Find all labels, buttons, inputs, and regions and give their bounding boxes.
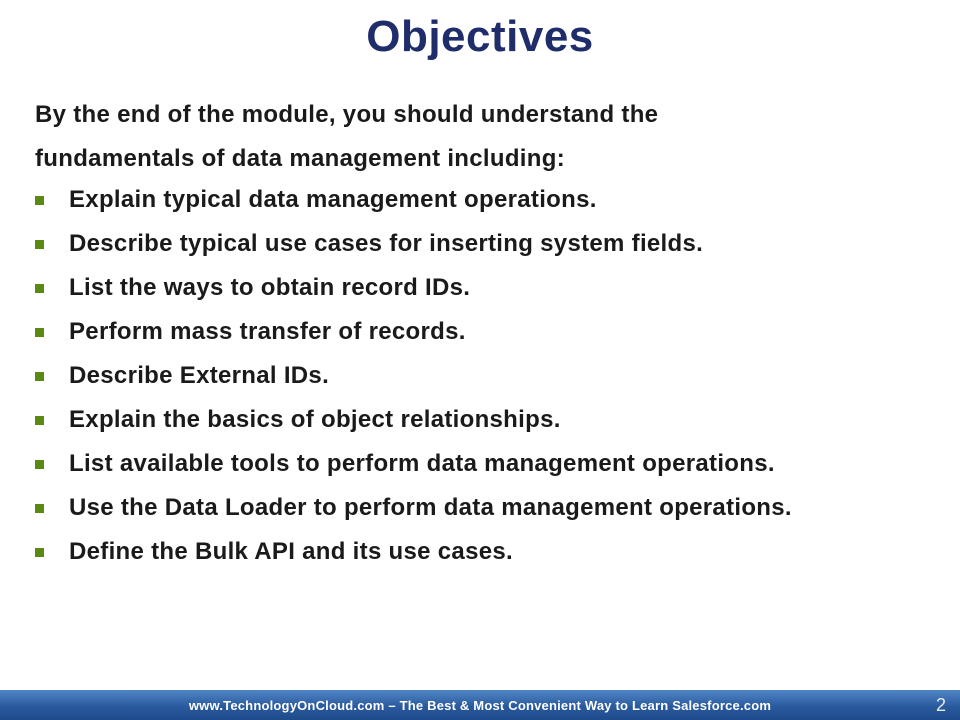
list-item	[35, 273, 925, 303]
bullet-icon	[35, 317, 69, 347]
list-item-text: Explain the basics of object relationships.	[69, 406, 561, 433]
bullet-icon	[35, 449, 69, 479]
list-item	[35, 493, 925, 523]
list-item-text: Perform mass transfer of records.	[69, 318, 466, 345]
list-item-text: Use the Data Loader to perform data management operations.	[69, 494, 792, 521]
list-item	[35, 229, 925, 259]
list-item-text: Explain typical data management operations.	[69, 186, 597, 213]
slide-title: Objectives	[366, 12, 594, 61]
list-item-text: List the ways to obtain record IDs.	[69, 274, 471, 301]
bullet-icon	[35, 185, 69, 215]
bullet-icon	[35, 405, 69, 435]
footer-text: www.TechnologyOnCloud.com – The Best & Most Convenient Way to Learn Salesforce.com	[188, 697, 772, 713]
list-item	[35, 405, 925, 435]
list-item	[35, 537, 925, 567]
footer-bar	[0, 690, 960, 720]
list-item-text: List available tools to perform data management operations.	[69, 450, 775, 477]
list-item-text: Define the Bulk API and its use cases.	[69, 538, 513, 565]
list-item	[35, 449, 925, 479]
bullet-icon	[35, 537, 69, 567]
intro-line-2: fundamentals of data management including:	[35, 145, 565, 172]
list-item	[35, 361, 925, 391]
list-item	[35, 317, 925, 347]
bullet-icon	[35, 229, 69, 259]
intro-text	[35, 93, 915, 181]
page-number: 2	[935, 695, 946, 715]
objectives-list	[35, 185, 925, 581]
list-item	[35, 185, 925, 215]
list-item-text: Describe External IDs.	[69, 362, 330, 389]
intro-line-1: By the end of the module, you should understand the	[35, 101, 659, 128]
bullet-icon	[35, 493, 69, 523]
bullet-icon	[35, 361, 69, 391]
list-item-text: Describe typical use cases for inserting system fields.	[69, 230, 704, 257]
bullet-icon	[35, 273, 69, 303]
